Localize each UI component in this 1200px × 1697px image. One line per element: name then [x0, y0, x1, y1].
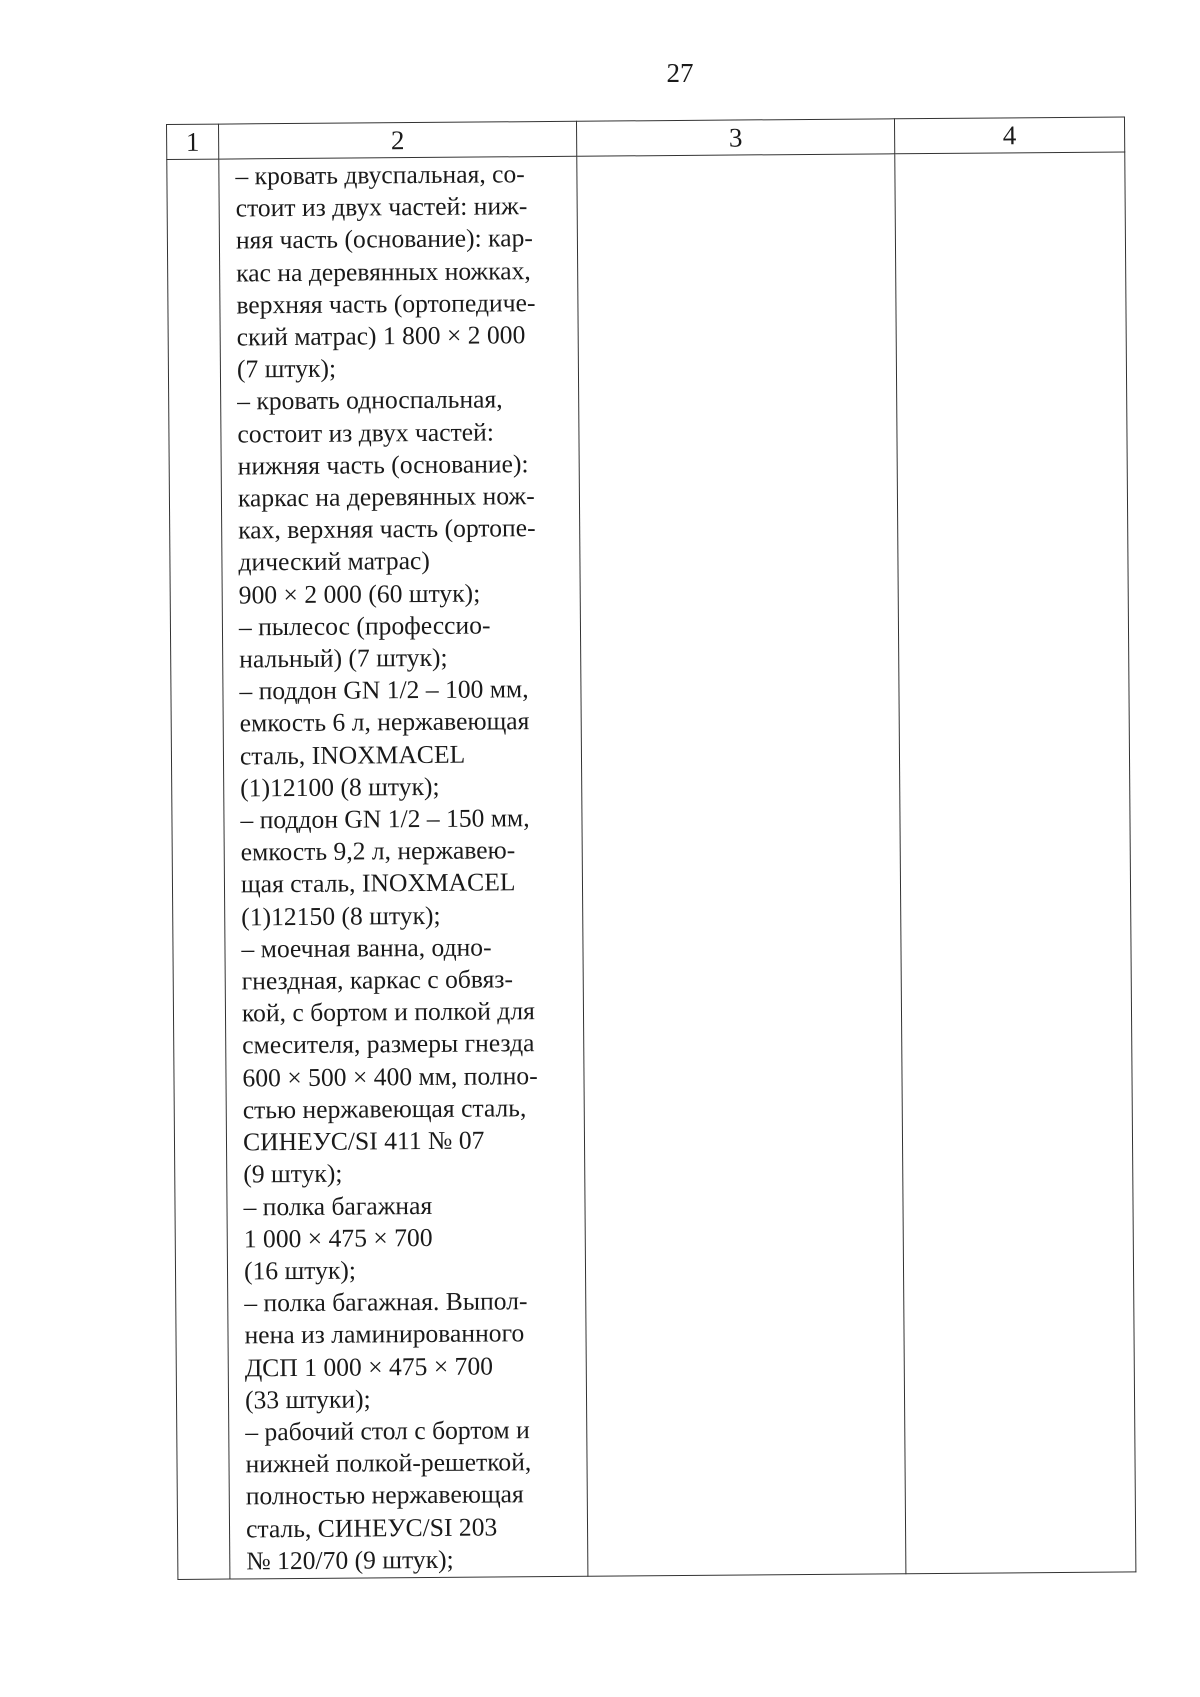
- item-text-line: емкость 9,2 л, нержавею-: [240, 835, 516, 867]
- item-text-line: гнездная, каркас с обвяз-: [241, 964, 514, 996]
- item-text-line: (1)12100 (8 штук);: [240, 771, 440, 803]
- item-text-line: – пылесос (профессио-: [238, 610, 491, 642]
- item-text-line: щая сталь, INOXMACEL: [240, 867, 516, 899]
- column-header-2: 2: [219, 121, 577, 159]
- item-text-line: (33 штуки);: [244, 1384, 371, 1415]
- column-header-1: 1: [167, 124, 219, 159]
- item-text-line: (7 штук);: [236, 353, 337, 384]
- item-text-line: – кровать двуспальная, со-: [235, 159, 525, 191]
- item-text-line: 600 × 500 × 400 мм, полно-: [242, 1060, 538, 1093]
- item-text-line: кой, с бортом и полкой для: [241, 996, 535, 1028]
- item-text-line: кас на деревянных ножках,: [236, 255, 531, 288]
- item-text-line: ках, верхняя часть (ортопе-: [238, 513, 536, 545]
- item-text-line: – моечная ванна, одно-: [241, 932, 492, 964]
- item-text-line: – кровать односпальная,: [237, 384, 503, 416]
- item-text-line: няя часть (основание): кар-: [235, 223, 533, 255]
- item-text-line: (9 штук);: [243, 1158, 343, 1189]
- item-text-line: смесителя, размеры гнезда: [242, 1028, 535, 1060]
- item-text-line: нена из ламинированного: [244, 1318, 525, 1350]
- item-text-line: СИНЕУС/SI 411 № 07: [242, 1125, 485, 1157]
- item-text-line: каркас на деревянных нож-: [237, 481, 535, 513]
- item-text-line: – поддон GN 1/2 – 100 мм,: [239, 674, 529, 706]
- item-text-line: 900 × 2 000 (60 штук);: [238, 578, 481, 610]
- item-text-line: нижней полкой-решеткой,: [245, 1447, 532, 1479]
- item-text-line: – поддон GN 1/2 – 150 мм,: [240, 803, 530, 835]
- cell-col-3: [577, 154, 906, 1576]
- item-text-line: нальный) (7 штук);: [239, 642, 448, 674]
- table-row: [167, 152, 1136, 1579]
- column-header-4: 4: [894, 117, 1124, 154]
- item-text-line: – полка багажная. Выпол-: [244, 1286, 528, 1318]
- item-text-line: сталь, СИНЕУС/SI 203: [245, 1511, 498, 1543]
- item-text-line: нижняя часть (основание):: [237, 448, 529, 481]
- item-text-line: сталь, INOXMACEL: [239, 739, 466, 771]
- item-text-line: 1 000 × 475 × 700: [243, 1222, 433, 1254]
- item-text-line: емкость 6 л, нержавеющая: [239, 706, 530, 738]
- page-number: 27: [666, 58, 694, 88]
- item-text-line: – рабочий стол с бортом и: [245, 1415, 530, 1447]
- item-text-line: стью нержавеющая сталь,: [242, 1093, 527, 1125]
- item-text-line: № 120/70 (9 штук);: [246, 1544, 454, 1576]
- document-table: [166, 116, 1136, 1579]
- column-header-3: 3: [576, 119, 894, 156]
- item-text-line: верхняя часть (ортопедиче-: [236, 287, 536, 320]
- item-text-line: дический матрас): [238, 546, 430, 577]
- item-text-line: (1)12150 (8 штук);: [241, 900, 441, 932]
- item-text-line: полностью нержавеющая: [245, 1479, 524, 1511]
- cell-col-4: [895, 152, 1136, 1574]
- item-text-line: состоит из двух частей:: [237, 417, 494, 449]
- item-text-line: – полка багажная: [243, 1190, 433, 1221]
- item-text-line: ДСП 1 000 × 475 × 700: [244, 1350, 494, 1382]
- item-text-line: ский матрас) 1 800 × 2 000: [236, 320, 526, 352]
- cell-col-2: [219, 156, 588, 1579]
- item-text-line: стоит из двух частей: ниж-: [235, 191, 528, 223]
- item-text-line: (16 штук);: [243, 1255, 357, 1286]
